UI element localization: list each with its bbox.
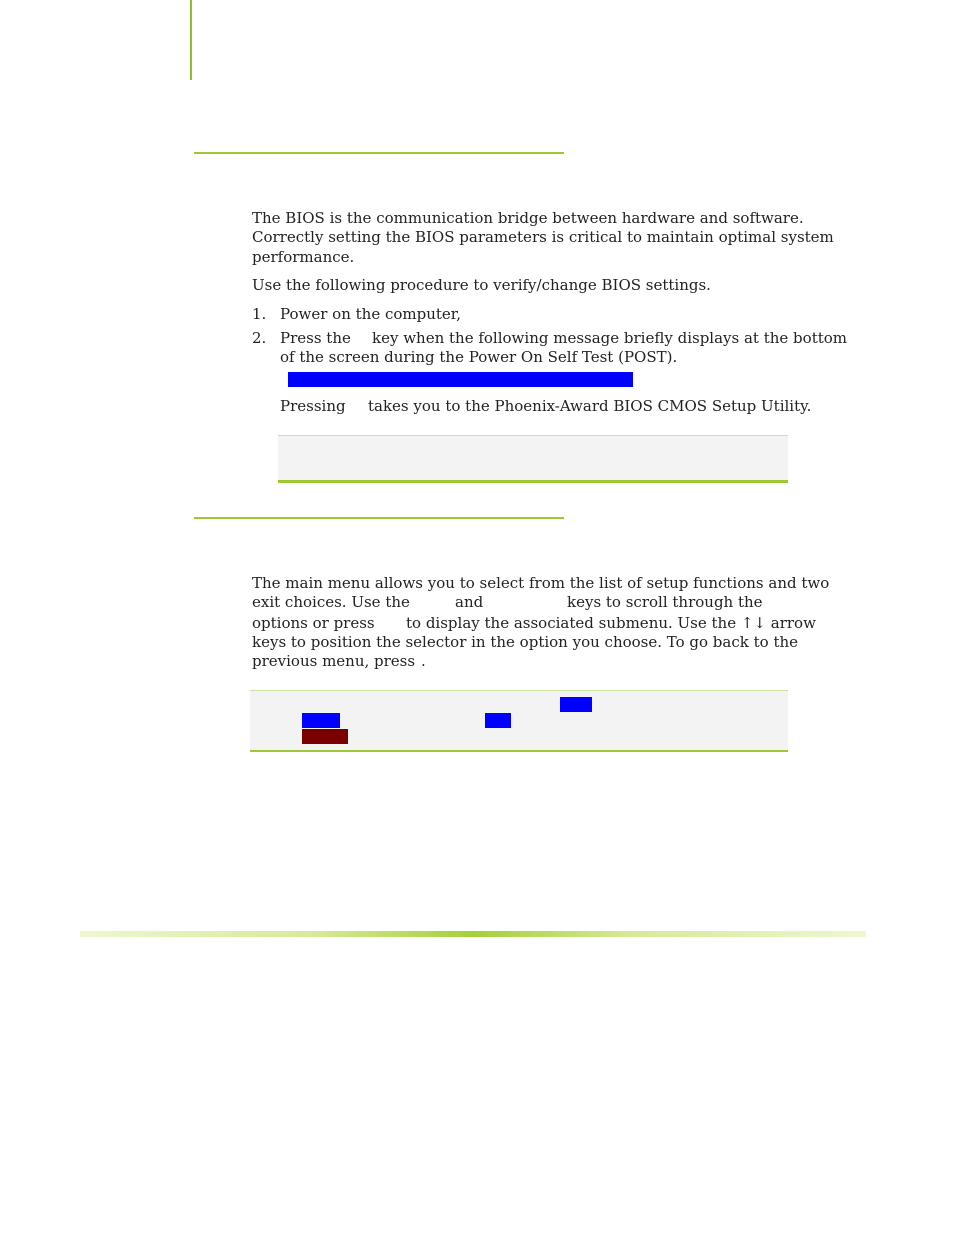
step-2-text-a: Press the <box>280 329 351 347</box>
key-highlight-3 <box>485 713 511 728</box>
margin-accent-line <box>190 0 192 80</box>
key-highlight-4 <box>302 729 348 744</box>
menu-line-1: The main menu allows you to select from the list of setup functions and two <box>252 574 830 592</box>
section-divider-1 <box>194 152 564 154</box>
menu-line-5-a: previous menu, press <box>252 652 416 670</box>
menu-line-4: keys to position the selector in the option you choose. To go back to the <box>252 633 799 651</box>
menu-line-3-a: options or press <box>252 614 375 632</box>
footer-gradient-bar <box>80 931 866 937</box>
menu-line-2-c: keys to scroll through the <box>567 593 763 611</box>
procedure-intro: Use the following procedure to verify/change BIOS settings. <box>252 276 711 294</box>
step-1-number: 1. <box>252 305 267 323</box>
intro-line-2: Correctly setting the BIOS parameters is critical to maintain optimal system <box>252 228 834 246</box>
step-2-text-b: key when the following message briefly displays at the bottom <box>372 329 847 347</box>
step-2-number: 2. <box>252 329 267 347</box>
step-2-text-line2: of the screen during the Power On Self Test (POST). <box>280 348 678 366</box>
menu-line-2-a: exit choices. Use the <box>252 593 410 611</box>
step-1-text: Power on the computer, <box>280 305 462 323</box>
key-highlight-2 <box>302 713 340 728</box>
menu-line-5-b: . <box>421 652 426 670</box>
pressing-text-a: Pressing <box>280 397 346 415</box>
key-highlight-1 <box>560 697 592 712</box>
post-message-highlight <box>288 372 633 387</box>
pressing-text-b: takes you to the Phoenix-Award BIOS CMOS Setup Utility. <box>368 397 812 415</box>
menu-line-3-b: to display the associated submenu. Use the ↑↓ arrow <box>406 614 816 632</box>
section-divider-2 <box>194 517 564 519</box>
note-box-1 <box>278 435 788 483</box>
intro-line-3: performance. <box>252 248 355 266</box>
menu-line-2-b: and <box>455 593 484 611</box>
intro-line-1: The BIOS is the communication bridge between hardware and software. <box>252 209 804 227</box>
